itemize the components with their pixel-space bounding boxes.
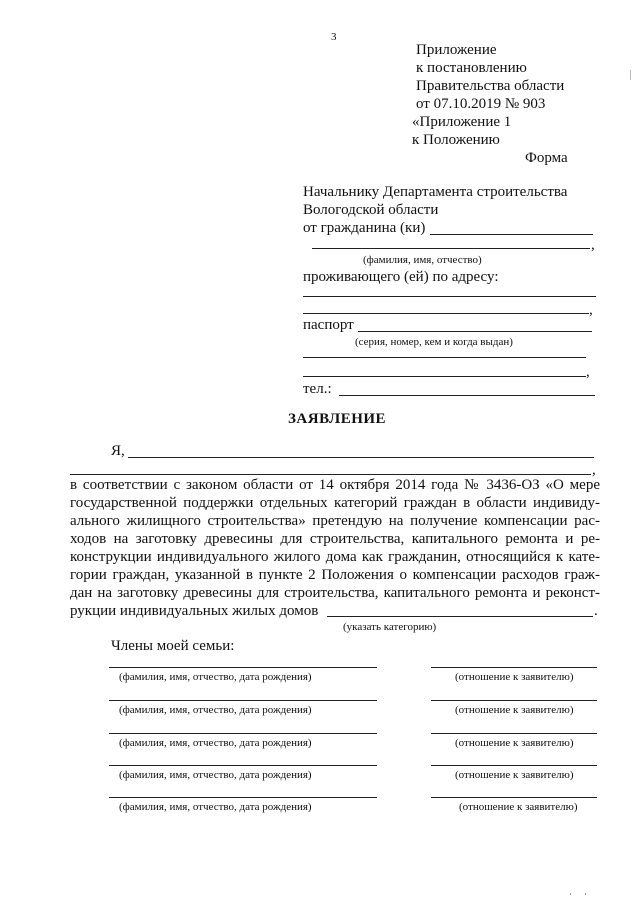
family-relation-field[interactable] (431, 733, 597, 734)
fio-hint: (фамилия, имя, отчество) (363, 254, 482, 266)
period: . (594, 603, 598, 619)
appendix-line: от 07.10.2019 № 903 (416, 96, 546, 112)
comma: , (589, 302, 593, 318)
appendix-line: к постановлению (416, 60, 527, 76)
comma: , (592, 462, 596, 478)
statement-title: ЗАЯВЛЕНИЕ (288, 411, 387, 427)
i-label: Я, (111, 443, 125, 459)
family-relation-hint: (отношение к заявителю) (455, 769, 574, 781)
scan-mark (630, 70, 631, 80)
statement-line: государственной поддержки отдельных категорий граждан в области индивиду- (70, 495, 600, 511)
family-person-hint: (фамилия, имя, отчество, дата рождения) (119, 737, 312, 749)
statement-line: ального жилищного строительства» претендую на получение компенсации рас- (70, 513, 600, 529)
phone-label: тел.: (303, 381, 332, 397)
category-field[interactable] (327, 616, 593, 617)
family-person-field[interactable] (109, 667, 377, 668)
family-relation-hint: (отношение к заявителю) (455, 737, 574, 749)
from-name-field-2[interactable] (312, 248, 590, 249)
passport-field-2[interactable] (303, 357, 586, 358)
family-relation-field[interactable] (431, 765, 597, 766)
address-field-1[interactable] (303, 296, 596, 297)
applicant-name-field[interactable] (128, 457, 594, 458)
appendix-line: «Приложение 1 (412, 114, 512, 130)
statement-line: ходов на заготовку древесины для строительства, капитального ремонта и ре- (70, 531, 600, 547)
family-label: Члены моей семьи: (111, 638, 235, 654)
family-person-hint: (фамилия, имя, отчество, дата рождения) (119, 801, 312, 813)
statement-line: в соответствии с законом области от 14 октября 2014 года № 3436-ОЗ «О мере (70, 477, 600, 493)
address-label: проживающего (ей) по адресу: (303, 269, 499, 285)
family-relation-field[interactable] (431, 667, 597, 668)
family-person-field[interactable] (109, 765, 377, 766)
family-person-field[interactable] (109, 733, 377, 734)
applicant-name-field-2[interactable] (70, 474, 591, 475)
statement-line: конструкции индивидуального жилого дома как гражданин, относящийся к кате- (70, 549, 600, 565)
family-person-hint: (фамилия, имя, отчество, дата рождения) (119, 671, 312, 683)
comma: , (586, 364, 590, 380)
category-hint: (указать категорию) (343, 621, 437, 633)
family-person-hint: (фамилия, имя, отчество, дата рождения) (119, 769, 312, 781)
family-relation-field[interactable] (431, 797, 597, 798)
phone-field[interactable] (339, 395, 595, 396)
family-relation-hint: (отношение к заявителю) (459, 801, 578, 813)
address-field-2[interactable] (303, 313, 589, 314)
appendix-line: Правительства области (416, 78, 565, 94)
statement-line: дан на заготовку древесины для строительства, капитального ремонта и реконст- (70, 585, 600, 601)
family-relation-field[interactable] (431, 700, 597, 701)
family-relation-hint: (отношение к заявителю) (455, 671, 574, 683)
scan-mark (570, 893, 586, 895)
page-number: 3 (331, 31, 337, 43)
appendix-line: Приложение (416, 42, 497, 58)
form-label: Форма (525, 150, 568, 166)
comma: , (591, 237, 595, 253)
statement-last-line: рукции индивидуальных жилых домов (70, 603, 319, 619)
passport-label: паспорт (303, 317, 354, 333)
family-person-field[interactable] (109, 700, 377, 701)
family-person-field[interactable] (109, 797, 377, 798)
passport-field[interactable] (358, 331, 592, 332)
family-relation-hint: (отношение к заявителю) (455, 704, 574, 716)
appendix-line: к Положению (412, 132, 500, 148)
from-name-field[interactable] (430, 234, 593, 235)
statement-line: гории граждан, указанной в пункте 2 Положения о компенсации расходов граж- (70, 567, 600, 583)
passport-field-3[interactable] (303, 376, 586, 377)
family-person-hint: (фамилия, имя, отчество, дата рождения) (119, 704, 312, 716)
from-label: от гражданина (ки) (303, 220, 426, 236)
addressee-line: Вологодской области (303, 202, 439, 218)
addressee-line: Начальнику Департамента строительства (303, 184, 568, 200)
passport-hint: (серия, номер, кем и когда выдан) (355, 336, 513, 348)
